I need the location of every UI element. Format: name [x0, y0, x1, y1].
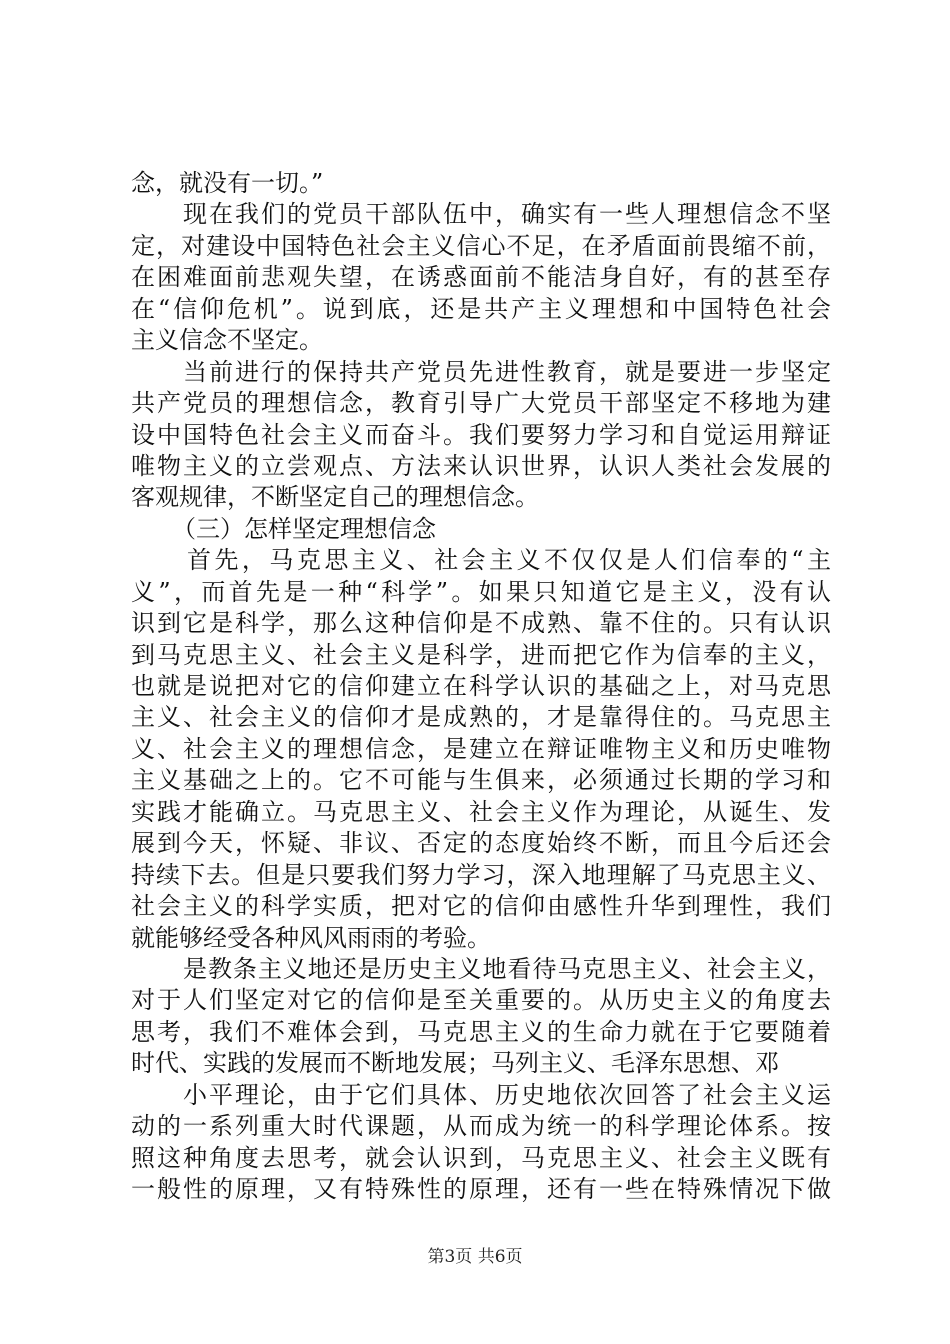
text-line: 在困难面前悲观失望，在诱惑面前不能洁身自好，有的甚至存	[131, 263, 831, 291]
text-line: 义、社会主义的理想信念，是建立在辩证唯物主义和历史唯物	[131, 735, 831, 763]
section-heading: （三）怎样坚定理想信念	[172, 515, 436, 543]
text-line: 到马克思主义、社会主义是科学，进而把它作为信奉的主义，	[131, 641, 831, 669]
text-line: 定，对建设中国特色社会主义信心不足，在矛盾面前畏缩不前，	[131, 232, 831, 260]
text-line: 展到今天，怀疑、非议、否定的态度始终不断，而且今后还会	[131, 829, 831, 857]
text-line: 唯物主义的立尝观点、方法来认识世界，认识人类社会发展的	[131, 452, 831, 480]
text-line: 对于人们坚定对它的信仰是至关重要的。从历史主义的角度去	[131, 986, 831, 1014]
text-line: 照这种角度去思考，就会认识到，马克思主义、社会主义既有	[131, 1144, 831, 1172]
text-line: 一般性的原理，又有特殊性的原理，还有一些在特殊情况下做	[131, 1175, 831, 1203]
paragraph-start-line: 现在我们的党员干部队伍中，确实有一些人理想信念不坚	[183, 200, 831, 228]
text-line: 实践才能确立。马克思主义、社会主义作为理论，从诞生、发	[131, 798, 831, 826]
paragraph-start-line: 当前进行的保持共产党员先进性教育，就是要进一步坚定	[183, 358, 831, 386]
paragraph-start-line: 小平理论，由于它们具体、历史地依次回答了社会主义运	[183, 1081, 831, 1109]
text-line: 也就是说把对它的信仰建立在科学认识的基础之上，对马克思	[131, 672, 831, 700]
text-line: 社会主义的科学实质，把对它的信仰由感性升华到理性，我们	[131, 892, 831, 920]
text-line: 持续下去。但是只要我们努力学习，深入地理解了马克思主义、	[131, 861, 831, 889]
paragraph-start-line: 首先，马克思主义、社会主义不仅仅是人们信奉的“主	[187, 546, 831, 574]
text-line: 在“信仰危机”。说到底，还是共产主义理想和中国特色社会	[131, 295, 831, 323]
text-line: 客观规律，不断坚定自己的理想信念。	[131, 483, 539, 511]
text-line: 念，就没有一切。”	[131, 169, 324, 197]
text-line: 主义、社会主义的信仰才是成熟的，才是靠得住的。马克思主	[131, 703, 831, 731]
text-line: 识到它是科学，那么这种信仰是不成熟、靠不住的。只有认识	[131, 609, 831, 637]
text-line: 共产党员的理想信念，教育引导广大党员干部坚定不移地为建	[131, 389, 831, 417]
text-line: 思考，我们不难体会到，马克思主义的生命力就在于它要随着	[131, 1018, 831, 1046]
page-footer: 第3页 共6页	[427, 1247, 523, 1267]
text-line: 时代、实践的发展而不断地发展；马列主义、毛泽东思想、邓	[131, 1049, 779, 1077]
text-line: 义”，而首先是一种“科学”。如果只知道它是主义，没有认	[131, 578, 831, 606]
text-line: 主义基础之上的。它不可能与生俱来，必须通过长期的学习和	[131, 766, 831, 794]
text-line: 就能够经受各种风风雨雨的考验。	[131, 924, 491, 952]
paragraph-start-line: 是教条主义地还是历史主义地看待马克思主义、社会主义，	[183, 955, 831, 983]
text-line: 动的一系列重大时代课题，从而成为统一的科学理论体系。按	[131, 1112, 831, 1140]
text-line: 设中国特色社会主义而奋斗。我们要努力学习和自觉运用辩证	[131, 421, 831, 449]
text-line: 主义信念不坚定。	[131, 326, 323, 354]
